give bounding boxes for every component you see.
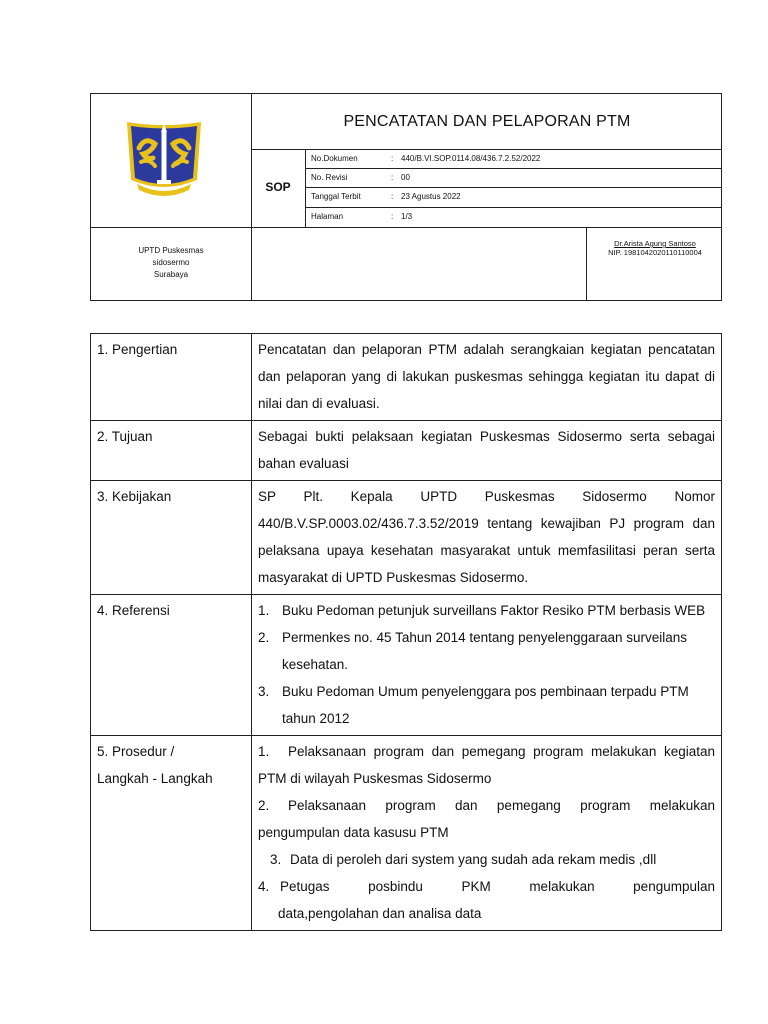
meta-sep: : — [391, 154, 394, 163]
list-text: Buku Pedoman petunjuk surveillans Faktor Resiko PTM berbasis WEB — [282, 603, 706, 618]
meta-value: 440/B.VI.SOP.0114.08/436.7.2.52/2022 — [401, 154, 541, 163]
meta-key: Halaman — [311, 212, 344, 221]
meta-value: 00 — [401, 173, 410, 182]
list-text: Buku Pedoman Umum penyelenggara pos pembinaan terpadu PTM tahun 2012 — [282, 684, 689, 726]
row-label: 1. Pengertian — [91, 334, 252, 421]
meta-key: Tanggal Terbit — [311, 192, 361, 201]
meta-row-halaman — [305, 207, 723, 226]
step-number-wrap — [258, 873, 280, 900]
meta-sep: : — [391, 192, 394, 201]
list-number: 1. — [258, 603, 270, 618]
meta-value: 23 Agustus 2022 — [401, 192, 461, 201]
signatory-nip: NIP. 198104202011011000​4 — [608, 248, 702, 257]
meta-row-tanggal — [305, 187, 723, 206]
sop-label: SOP — [265, 180, 291, 194]
step-text: Data di peroleh dari system yang sudah ada rekam medis ,dll — [290, 852, 657, 867]
row-label — [91, 736, 252, 931]
table-row — [91, 421, 722, 481]
list-number: 3. — [258, 684, 270, 699]
row-content — [252, 736, 722, 931]
row-content: Sebagai bukti pelaksaan kegiatan Puskesmas Sidosermo serta sebagai bahan evaluasi — [252, 421, 722, 481]
procedure-step — [258, 846, 715, 873]
step-line — [258, 873, 715, 900]
procedure-step — [258, 873, 715, 927]
table-row — [91, 481, 722, 595]
step-text-continued: data,pengolahan dan analisa data — [278, 906, 482, 921]
meta-sep: : — [391, 173, 394, 182]
step-number: 3. — [270, 852, 282, 867]
signatory-name: Dr.Arista Agung Santoso — [614, 239, 696, 248]
signatory-block — [591, 239, 719, 257]
procedure-step — [258, 792, 715, 846]
row-content: SP Plt. Kepala UPTD Puskesmas Sidosermo Nomor 440/B.V.SP.0003.02/436.7.3.52/2019 tentang kewajiban PJ program dan pelaksana upaya kesehatan masyarakat untuk memfasilitasi peran serta masyarakat di UPTD Puskesmas Sidosermo. — [252, 481, 722, 595]
step-number: 4. — [258, 879, 270, 894]
meta-row-revisi — [305, 168, 723, 187]
list-text: Permenkes no. 45 Tahun 2014 tentang penyelenggaraan surveilans kesehatan. — [282, 630, 688, 672]
document-title: PENCATATAN DAN PELAPORAN PTM — [343, 113, 631, 130]
step-number: 1. — [258, 744, 270, 759]
org-line: sidosermo — [152, 258, 190, 267]
table-row — [91, 595, 722, 736]
organization-name — [91, 245, 251, 281]
row-content — [252, 595, 722, 736]
surabaya-crest-icon — [123, 118, 205, 204]
meta-row-dokumen — [305, 149, 723, 168]
row-label-line: Langkah - Langkah — [97, 771, 213, 786]
row-content: Pencatatan dan pelaporan PTM adalah serangkaian kegiatan pencatatan dan pelaporan yang di lakukan puskesmas sehingga kegiatan itu dapat di nilai dan di evaluasi. — [252, 334, 722, 421]
table-row — [91, 334, 722, 421]
row-label: 4. Referensi — [91, 595, 252, 736]
org-line: Surabaya — [153, 270, 189, 279]
list-item — [258, 597, 715, 624]
sop-header-box — [90, 93, 722, 301]
procedure-step — [258, 738, 715, 792]
org-line: UPTD Puskesmas — [138, 246, 204, 255]
table-row — [91, 736, 722, 931]
row-label: 2. Tujuan — [91, 421, 252, 481]
row-label-line: 5. Prosedur / — [97, 744, 175, 759]
step-text: Pelaksanaan program dan pemegang program melakukan kegiatan PTM di wilayah Puskesmas Sidosermo — [258, 744, 715, 786]
list-item — [258, 678, 715, 732]
step-number: 2. — [258, 798, 270, 813]
step-text: Pelaksanaan program dan pemegang program melakukan pengumpulan data kasusu PTM — [258, 798, 715, 840]
list-number: 2. — [258, 630, 270, 645]
sop-content-table — [90, 333, 722, 931]
header-divider — [586, 227, 587, 300]
meta-sep: : — [391, 212, 394, 221]
meta-value: 1/3 — [401, 212, 413, 221]
meta-key: No.Dokumen — [311, 154, 358, 163]
row-label: 3. Kebijakan — [91, 481, 252, 595]
meta-key: No. Revisi — [311, 173, 348, 182]
step-text: Petugas posbindu PKM melakukan pengumpulan — [280, 879, 715, 894]
list-item — [258, 624, 715, 678]
header-divider — [91, 227, 721, 228]
